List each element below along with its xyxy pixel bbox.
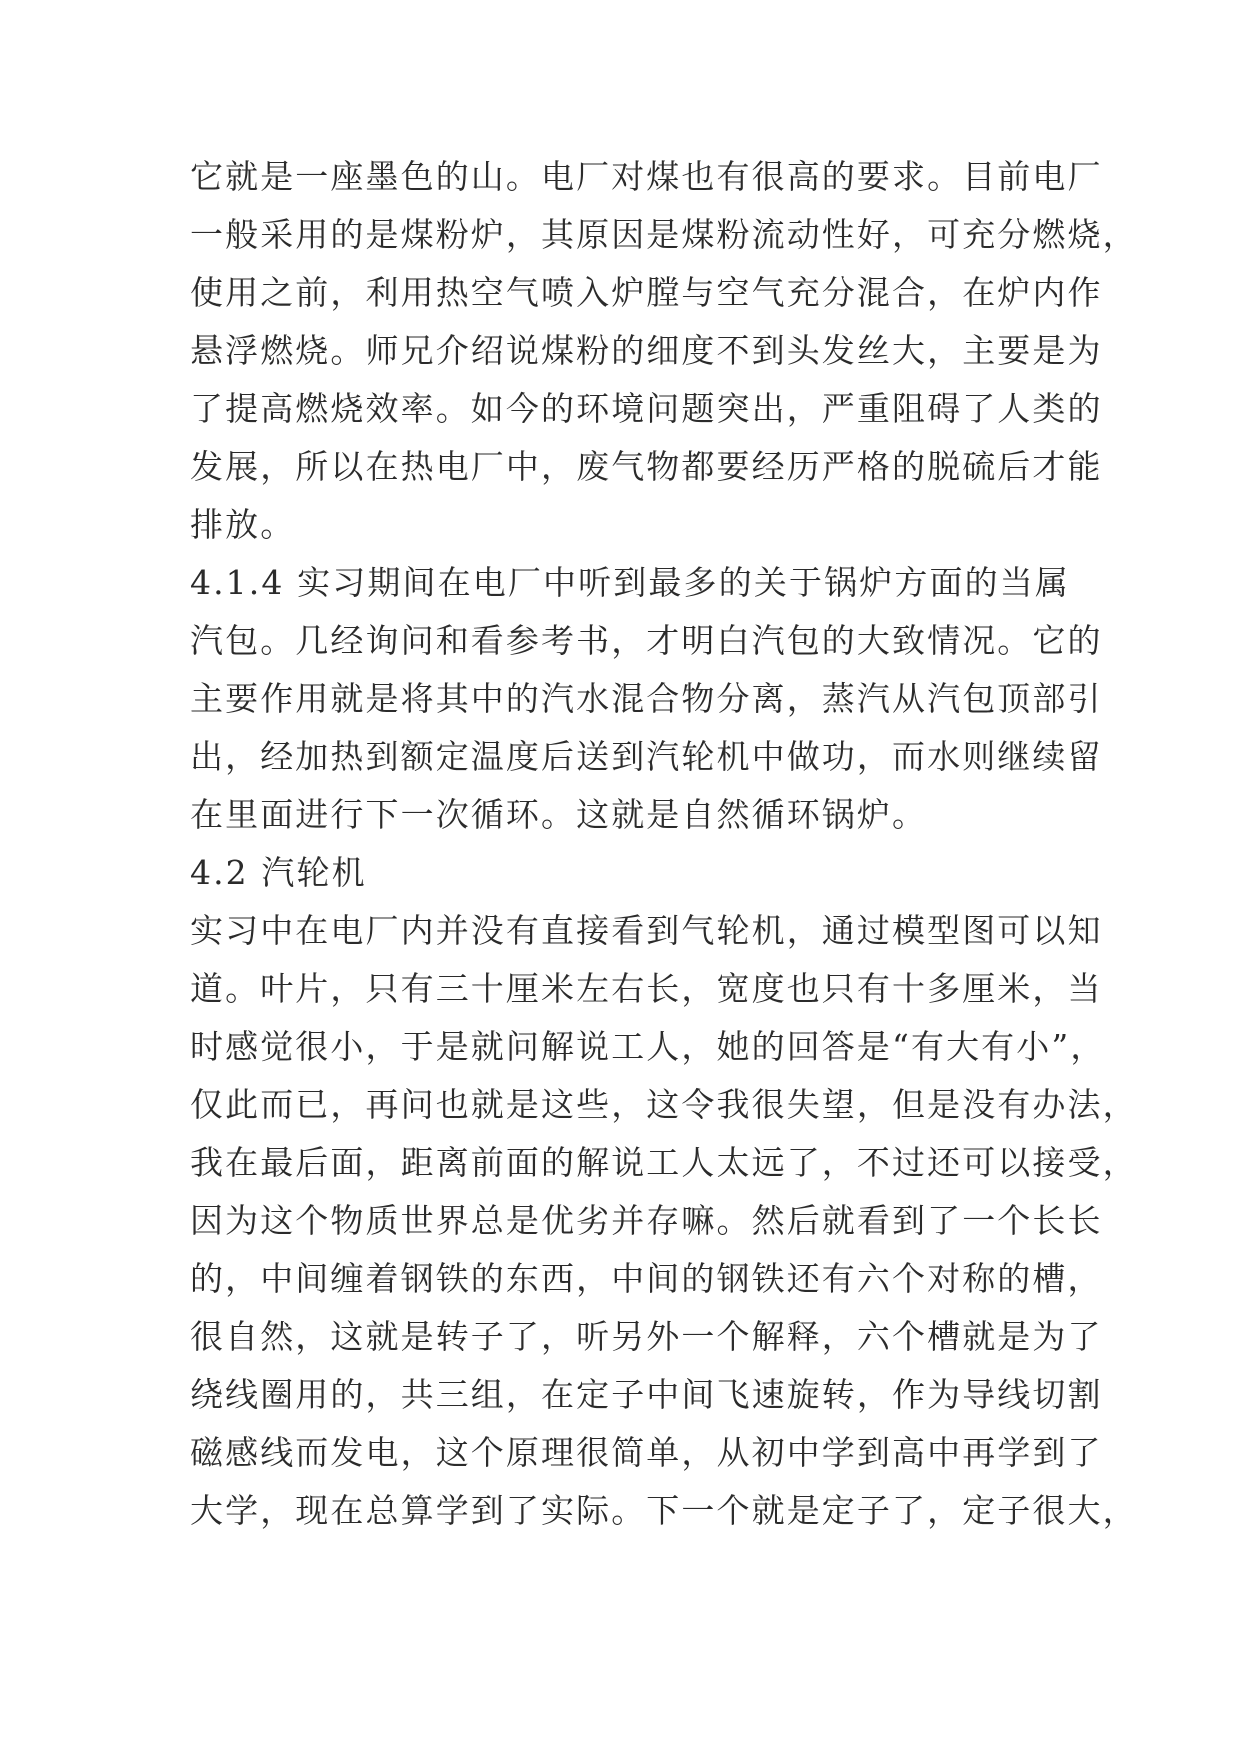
text-line: 它就是一座墨色的山。电厂对煤也有很高的要求。目前电厂 bbox=[190, 157, 1103, 196]
text-line: 出，经加热到额定温度后送到汽轮机中做功，而水则继续留 bbox=[190, 737, 1103, 776]
text-line: 一般采用的是煤粉炉，其原因是煤粉流动性好，可充分燃烧， bbox=[190, 215, 1138, 254]
text-line: 大学，现在总算学到了实际。下一个就是定子了，定子很大， bbox=[190, 1491, 1138, 1530]
text-line: 汽包。几经询问和看参考书，才明白汽包的大致情况。它的 bbox=[190, 621, 1103, 660]
text-line: 仅此而已，再问也就是这些，这令我很失望，但是没有办法， bbox=[190, 1085, 1138, 1124]
text-line: 了提高燃烧效率。如今的环境问题突出，严重阻碍了人类的 bbox=[190, 389, 1103, 428]
text-line: 因为这个物质世界总是优劣并存嘛。然后就看到了一个长长 bbox=[190, 1201, 1103, 1240]
text-line: 在里面进行下一次循环。这就是自然循环锅炉。 bbox=[190, 795, 928, 834]
section-heading-4-1-4: 4.1.4 实习期间在电厂中听到最多的关于锅炉方面的当属 bbox=[190, 563, 1070, 602]
text-line: 使用之前，利用热空气喷入炉膛与空气充分混合，在炉内作 bbox=[190, 273, 1103, 312]
text-line: 道。叶片，只有三十厘米左右长，宽度也只有十多厘米，当 bbox=[190, 969, 1103, 1008]
text-line: 绕线圈用的，共三组，在定子中间飞速旋转，作为导线切割 bbox=[190, 1375, 1103, 1414]
text-line: 悬浮燃烧。师兄介绍说煤粉的细度不到头发丝大，主要是为 bbox=[190, 331, 1103, 370]
text-line: 排放。 bbox=[190, 505, 296, 544]
text-line: 磁感线而发电，这个原理很简单，从初中学到高中再学到了 bbox=[190, 1433, 1103, 1472]
section-heading-4-2: 4.2 汽轮机 bbox=[190, 853, 367, 892]
text-line: 主要作用就是将其中的汽水混合物分离，蒸汽从汽包顶部引 bbox=[190, 679, 1103, 718]
text-line: 我在最后面，距离前面的解说工人太远了，不过还可以接受， bbox=[190, 1143, 1138, 1182]
text-line: 发展，所以在热电厂中，废气物都要经历严格的脱硫后才能 bbox=[190, 447, 1103, 486]
text-line: 的，中间缠着钢铁的东西，中间的钢铁还有六个对称的槽， bbox=[190, 1259, 1103, 1298]
body-text bbox=[190, 148, 1138, 1540]
text-line: 时感觉很小，于是就问解说工人，她的回答是“有大有小”， bbox=[190, 1027, 1106, 1066]
text-line: 实习中在电厂内并没有直接看到气轮机，通过模型图可以知 bbox=[190, 911, 1103, 950]
text-line: 很自然，这就是转子了，听另外一个解释，六个槽就是为了 bbox=[190, 1317, 1103, 1356]
